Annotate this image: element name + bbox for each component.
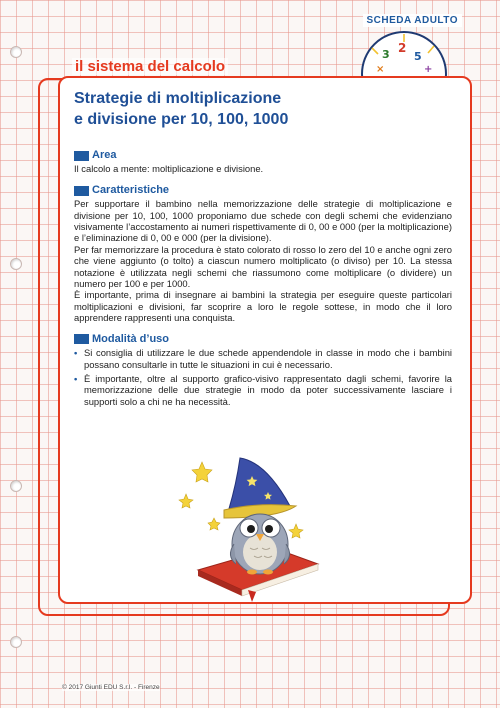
binder-hole xyxy=(10,636,22,648)
content-body xyxy=(74,150,452,417)
section-area-title: Area xyxy=(92,149,117,161)
section-area-header xyxy=(74,150,452,161)
binder-hole xyxy=(10,480,22,492)
caratteristiche-paragraph-3: È importante, prima di insegnare ai bambini la strategia per eseguire queste particolari moltiplicazioni e divisioni, far scoprire a loro le regole sottese, in modo che il loro apprendere rappresenti una conquista. xyxy=(74,289,452,324)
svg-text:2: 2 xyxy=(398,41,407,55)
svg-text:5: 5 xyxy=(414,50,422,63)
svg-text:3: 3 xyxy=(382,48,390,61)
section-modalita-title: Modalità d’uso xyxy=(92,332,169,345)
section-caratteristiche xyxy=(74,185,452,324)
section-marker-icon xyxy=(74,151,89,161)
svg-text:+: + xyxy=(424,64,433,75)
wizard-owl-illustration xyxy=(178,452,328,604)
page-title-line-2: e divisione per 10, 100, 1000 xyxy=(74,111,289,128)
copyright-footer: © 2017 Giunti EDU S.r.l. - Firenze xyxy=(62,684,160,691)
section-area xyxy=(74,150,452,175)
caratteristiche-paragraph-2: Per far memorizzare la procedura è stato colorato di rosso lo zero del 10 e anche ogni zero che viene aggiunto (o tolto) a ciascun numero moltiplicato (o diviso) per 10. La stessa notazione è utilizzata negli schemi che riassumono come moltiplicare (o dividere) un numero per 100 e per 1000. xyxy=(74,243,452,290)
section-area-text: Il calcolo a mente: moltiplicazione e divisione. xyxy=(74,163,264,175)
caratteristiche-paragraph-1: Per supportare il bambino nella memorizzazione delle strategie di moltiplicazione e divisione per 10, 100, 1000 proponiamo due schede con degli schemi che evidenziano visivamente l’accostamento ai numeri rispettivamente di 0, 00 e 000 (per la moltiplicazione) e l’eliminazione di 0, 00 e 000 (per la divisione). xyxy=(74,198,452,244)
category-title: il sistema del calcolo xyxy=(72,58,228,75)
section-modalita-header xyxy=(74,334,452,345)
page-title-line-1: Strategie di moltiplicazione xyxy=(74,90,282,107)
binder-hole xyxy=(10,258,22,270)
section-marker-icon xyxy=(74,334,89,344)
binder-hole xyxy=(10,46,22,58)
binder-holes xyxy=(10,0,24,708)
section-caratteristiche-header xyxy=(74,185,452,196)
page-title xyxy=(74,88,364,130)
list-item: • Si consiglia di utilizzare le due schede appendendole in classe in modo che i bambini possano consultarle in tutte le situazioni in cui è necessario. xyxy=(74,347,452,370)
section-caratteristiche-title: Caratteristiche xyxy=(92,183,170,196)
sheet-type-label: SCHEDA ADULTO xyxy=(363,14,463,27)
modalita-bullet-list xyxy=(74,347,452,407)
section-marker-icon xyxy=(74,186,89,196)
list-item: • È importante, oltre al supporto grafico-visivo rappresentato dagli schemi, favorire la memorizzazione delle due strategie in modo da poter successivamente lasciare i supporti solo a chi ne ha necessità. xyxy=(74,373,452,407)
svg-text:×: × xyxy=(376,64,385,75)
section-modalita xyxy=(74,334,452,407)
